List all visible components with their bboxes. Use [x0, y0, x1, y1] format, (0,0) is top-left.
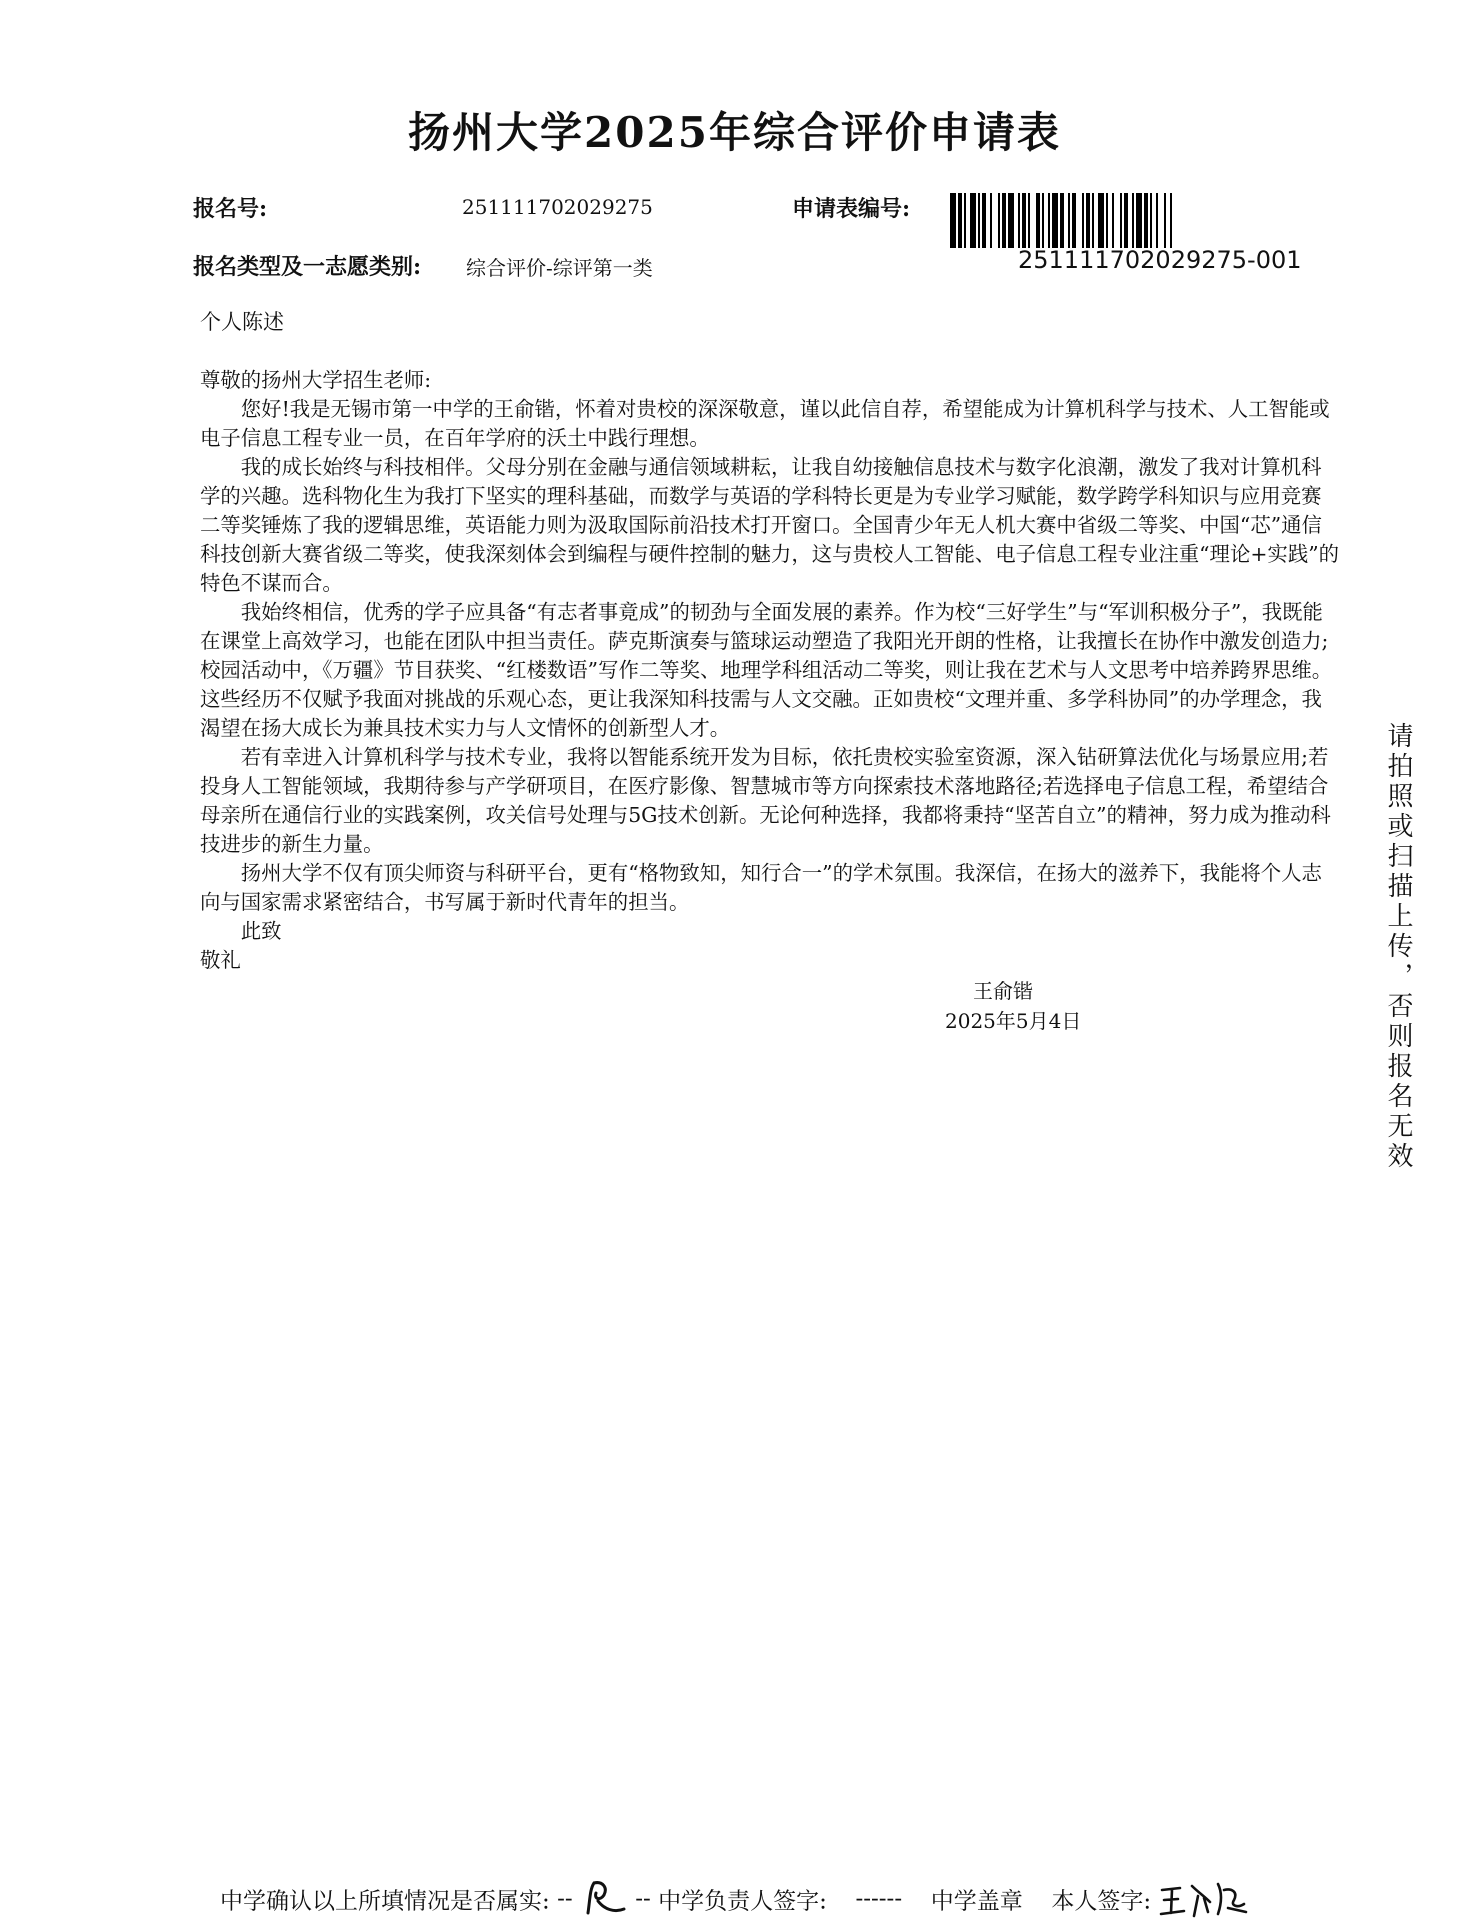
signature-name: 王俞锴 — [973, 979, 1033, 1003]
letter-signature — [945, 976, 1081, 1036]
letter-paragraph: 扬州大学不仅有顶尖师资与科研平台，更有“格物致知，知行合一”的学术氛围。我深信，在扬大的滋养下，我能将个人志向与国家需求紧密结合，书写属于新时代青年的担当。 — [200, 861, 1322, 914]
registration-no-value: 251111702029275 — [462, 195, 653, 219]
application-no-value: 251111702029275-001 — [1018, 246, 1302, 274]
letter-paragraph: 我始终相信，优秀的学子应具备“有志者事竟成”的韧劲与全面发展的素养。作为校“三好学生”与“军训积极分子”，我既能在课堂上高效学习，也能在团队中担当责任。萨克斯演奏与篮球运动塑造了我阳光开朗的性格，让我擅长在协作中激发创造力;校园活动中，《万疆》节目获奖、“红楼数语”写作二等奖、地理学科组活动二等奖，则让我在艺术与人文思考中培养跨界思维。这些经历不仅赋予我面对挑战的乐观心态，更让我深知科技需与人文交融。正如贵校“文理并重、多学科协同”的办学理念，我渴望在扬大成长为兼具技术实力与人文情怀的创新型人才。 — [200, 600, 1333, 740]
letter-salutation: 尊敬的扬州大学招生老师: — [200, 368, 432, 392]
verification-footer — [220, 1878, 1250, 1920]
confirm-blank-right: -- — [635, 1886, 651, 1912]
self-handwritten-signature — [1158, 1878, 1250, 1920]
confirm-blank-left: -- — [557, 1886, 573, 1912]
letter-paragraph: 我的成长始终与科技相伴。父母分别在金融与通信领域耕耘，让我自幼接触信息技术与数字化浪潮，激发了我对计算机科学的兴趣。选科物化生为我打下坚实的理科基础，而数学与英语的学科特长更是为专业学习赋能，数学跨学科知识与应用竞赛二等奖锤炼了我的逻辑思维，英语能力则为汲取国际前沿技术打开窗口。全国青少年无人机大赛中省级二等奖、中国“芯”通信科技创新大赛省级二等奖，使我深刻体会到编程与硬件控制的魅力，这与贵校人工智能、电子信息工程专业注重“理论+实践”的特色不谋而合。 — [200, 455, 1340, 595]
principal-blank: ------ — [855, 1886, 903, 1912]
form-title: 扬州大学2025年综合评价申请表 — [408, 108, 1061, 157]
personal-statement — [200, 366, 1340, 975]
application-no-label: 申请表编号: — [792, 196, 911, 222]
letter-paragraph: 您好!我是无锡市第一中学的王俞锴，怀着对贵校的深深敬意，谨以此信自荐，希望能成为计算机科学与技术、人工智能或电子信息工程专业一员，在百年学府的沃土中践行理想。 — [200, 397, 1330, 450]
section-heading: 个人陈述 — [200, 310, 284, 334]
letter-closing: 此致 — [240, 919, 282, 943]
letter-paragraph: 若有幸进入计算机科学与技术专业，我将以智能系统开发为目标，依托贵校实验室资源，深入钻研算法优化与场景应用;若投身人工智能领域，我期待参与产学研项目，在医疗影像、智慧城市等方向探索技术落地路径;若选择电子信息工程，希望结合母亲所在通信行业的实践案例，攻关信号处理与5G技术创新。无论何种选择，我都将秉持“坚苦自立”的精神，努力成为推动科技进步的新生力量。 — [200, 745, 1331, 856]
self-sign-label: 本人签字: — [1051, 1888, 1152, 1915]
confirm-label: 中学确认以上所填情况是否属实: — [220, 1888, 550, 1915]
principal-label: 中学负责人签字: — [658, 1888, 827, 1915]
category-value: 综合评价-综评第一类 — [466, 256, 653, 280]
letter-closing-salute: 敬礼 — [200, 948, 241, 972]
category-label: 报名类型及一志愿类别: — [193, 254, 422, 280]
confirm-handwritten-mark — [580, 1879, 628, 1919]
upload-notice: 请拍照或扫描上传，否则报名无效 — [1383, 722, 1413, 1172]
application-barcode — [950, 193, 1350, 248]
registration-no-label: 报名号: — [193, 196, 268, 222]
stamp-label: 中学盖章 — [930, 1888, 1023, 1915]
signature-date: 2025年5月4日 — [945, 1009, 1082, 1033]
